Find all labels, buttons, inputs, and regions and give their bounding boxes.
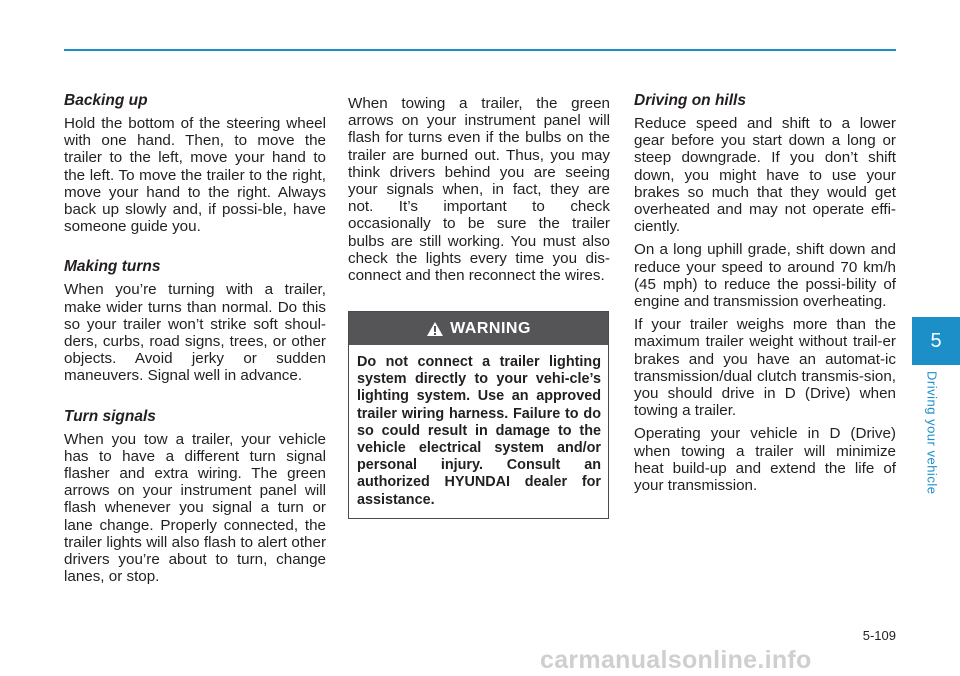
right-column	[634, 92, 896, 500]
section-paragraph: When you’re turning with a trailer, make wider turns than normal. Do this so your trailer won’t strike soft shoul-ders, curbs, road signs, trees, or other objects. Avoid jerky or sudden maneuvers. Signal well in advance.	[64, 281, 326, 385]
left-column	[64, 92, 326, 591]
section-paragraph: When you tow a trailer, your vehicle has to have a different turn signal flasher and extra wiring. The green arrows on your instrument panel will flash whenever you signal a turn or lane change. Properly connected, the trailer lights will also flash to alert other drivers you’re about to turn, change lanes, or stop.	[64, 430, 326, 586]
warning-title: WARNING	[450, 319, 531, 337]
section-paragraph: If your trailer weighs more than the maximum trailer weight without trail-er brakes and you have an automat-ic transmission/dual clutch transmis-sion, you should drive in D (Drive) when towing a trailer.	[634, 316, 896, 420]
section-paragraph: Hold the bottom of the steering wheel with one hand. Then, to move the trailer to the left, move your hand to the left. To move the trailer to the right, move your hand to the right. Always back up slowly and, if possi-ble, have someone guide you.	[64, 115, 326, 236]
warning-text: Do not connect a trailer lighting system directly to your vehi-cle’s lighting system. Use an approved trailer wiring harness. Failure to do so could result in damage to the vehicle electrical system and/or personal injury. Consult an authorized HYUNDAI dealer for assistance.	[357, 354, 601, 508]
section-heading-making-turns: Making turns	[64, 258, 161, 276]
section-paragraph: When towing a trailer, the green arrows on your instrument panel will flash for turns even if the bulbs on the trailer are burned out. Thus, you may think drivers behind you are seeing your signals when, in fact, they are not. It’s important to check occasionally to be sure the trailer bulbs are still working. You must also check the lights every time you dis-connect and then reconnect the wires.	[348, 95, 610, 285]
section-paragraph: On a long uphill grade, shift down and reduce your speed to around 70 km/h (45 mph) to reduce the possi-bility of engine and transmission overheating.	[634, 241, 896, 311]
chapter-title-label: Driving your vehicle	[924, 371, 940, 495]
warning-triangle-icon	[426, 321, 444, 337]
section-paragraph: Operating your vehicle in D (Drive) when towing a trailer will minimize heat build-up and extend the life of your transmission.	[634, 425, 896, 495]
page-number: 5-109	[862, 628, 896, 643]
warning-box	[348, 311, 609, 519]
middle-column	[348, 95, 610, 290]
section-heading-backing-up: Backing up	[64, 92, 148, 109]
watermark: carmanualsonline.info	[540, 646, 812, 674]
chapter-number-tab: 5	[912, 317, 960, 365]
warning-header	[349, 312, 608, 345]
section-paragraph: Reduce speed and shift to a lower gear before you start down a long or steep downgrade. If you don’t shift down, you might have to use your brakes so much that they would get overheated and may not operate effi-ciently.	[634, 115, 896, 236]
section-heading-driving-on-hills: Driving on hills	[634, 92, 746, 109]
section-heading-turn-signals: Turn signals	[64, 407, 156, 425]
header-rule	[64, 49, 896, 51]
